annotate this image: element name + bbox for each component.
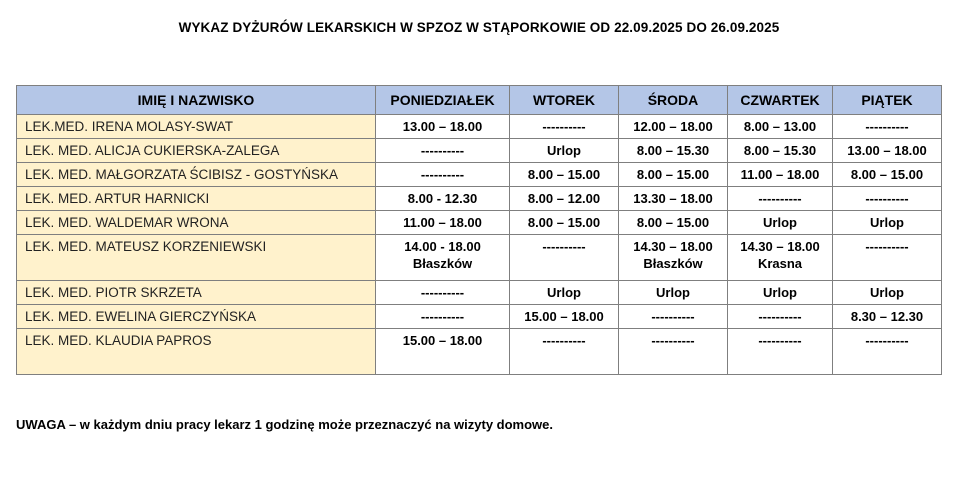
table-row — [17, 281, 942, 305]
cell-thursday: Urlop — [728, 281, 833, 305]
cell-friday: 13.00 – 18.00 — [833, 139, 942, 163]
cell-wednesday: 13.30 – 18.00 — [619, 187, 728, 211]
cell-tuesday: 15.00 – 18.00 — [510, 305, 619, 329]
table-row — [17, 187, 942, 211]
table-row — [17, 163, 942, 187]
column-header-wednesday: ŚRODA — [619, 86, 728, 115]
doctor-name: LEK. MED. PIOTR SKRZETA — [17, 281, 376, 305]
cell-tuesday: 8.00 – 12.00 — [510, 187, 619, 211]
column-header-name: IMIĘ I NAZWISKO — [17, 86, 376, 115]
cell-thursday: Urlop — [728, 211, 833, 235]
cell-monday: ---------- — [376, 163, 510, 187]
doctor-name: LEK. MED. ALICJA CUKIERSKA-ZALEGA — [17, 139, 376, 163]
cell-wednesday: ---------- — [619, 329, 728, 375]
duty-location: Krasna — [757, 256, 803, 271]
table-header-row — [17, 86, 942, 115]
cell-tuesday: ---------- — [510, 115, 619, 139]
cell-thursday: 8.00 – 13.00 — [728, 115, 833, 139]
cell-thursday: ---------- — [728, 187, 833, 211]
cell-monday: ---------- — [376, 139, 510, 163]
doctor-name: LEK. MED. ARTUR HARNICKI — [17, 187, 376, 211]
cell-monday: 15.00 – 18.00 — [376, 329, 510, 375]
cell-friday: ---------- — [833, 235, 942, 281]
cell-tuesday: 8.00 – 15.00 — [510, 163, 619, 187]
table-row — [17, 329, 942, 375]
cell-monday: ---------- — [376, 281, 510, 305]
cell-friday: ---------- — [833, 187, 942, 211]
duty-location: Błaszków — [412, 256, 473, 271]
cell-wednesday: 12.00 – 18.00 — [619, 115, 728, 139]
doctor-name: LEK. MED. MAŁGORZATA ŚCIBISZ - GOSTYŃSKA — [17, 163, 376, 187]
table-row — [17, 115, 942, 139]
cell-tuesday: Urlop — [510, 139, 619, 163]
page-title: WYKAZ DYŻURÓW LEKARSKICH W SPZOZ W STĄPORKOWIE OD 22.09.2025 DO 26.09.2025 — [178, 20, 780, 35]
cell-friday: Urlop — [833, 281, 942, 305]
cell-thursday: ---------- — [728, 305, 833, 329]
cell-tuesday: ---------- — [510, 235, 619, 281]
duty-schedule-table — [16, 85, 942, 375]
cell-wednesday: 8.00 – 15.00 — [619, 163, 728, 187]
cell-tuesday: Urlop — [510, 281, 619, 305]
cell-friday: ---------- — [833, 115, 942, 139]
cell-thursday: ---------- — [728, 329, 833, 375]
cell-wednesday: 8.00 – 15.00 — [619, 211, 728, 235]
cell-wednesday — [619, 235, 728, 281]
cell-tuesday: ---------- — [510, 329, 619, 375]
column-header-thursday: CZWARTEK — [728, 86, 833, 115]
cell-thursday — [728, 235, 833, 281]
table-row — [17, 305, 942, 329]
column-header-friday: PIĄTEK — [833, 86, 942, 115]
duty-hours: 14.00 - 18.00 — [404, 239, 481, 254]
cell-monday: 13.00 – 18.00 — [376, 115, 510, 139]
cell-friday: Urlop — [833, 211, 942, 235]
cell-monday: 8.00 - 12.30 — [376, 187, 510, 211]
doctor-name: LEK. MED. KLAUDIA PAPROS — [17, 329, 376, 375]
column-header-monday: PONIEDZIAŁEK — [376, 86, 510, 115]
doctor-name: LEK. MED. EWELINA GIERCZYŃSKA — [17, 305, 376, 329]
cell-tuesday: 8.00 – 15.00 — [510, 211, 619, 235]
cell-friday: ---------- — [833, 329, 942, 375]
column-header-tuesday: WTOREK — [510, 86, 619, 115]
doctor-name: LEK. MED. WALDEMAR WRONA — [17, 211, 376, 235]
cell-monday — [376, 235, 510, 281]
doctor-name: LEK. MED. MATEUSZ KORZENIEWSKI — [17, 235, 376, 281]
cell-wednesday: 8.00 – 15.30 — [619, 139, 728, 163]
cell-thursday: 8.00 – 15.30 — [728, 139, 833, 163]
cell-monday: 11.00 – 18.00 — [376, 211, 510, 235]
cell-monday: ---------- — [376, 305, 510, 329]
table-row — [17, 211, 942, 235]
table-row — [17, 139, 942, 163]
duty-location: Błaszków — [643, 256, 703, 271]
cell-friday: 8.30 – 12.30 — [833, 305, 942, 329]
cell-wednesday: ---------- — [619, 305, 728, 329]
cell-thursday: 11.00 – 18.00 — [728, 163, 833, 187]
duty-hours: 14.30 – 18.00 — [633, 239, 713, 254]
cell-friday: 8.00 – 15.00 — [833, 163, 942, 187]
cell-wednesday: Urlop — [619, 281, 728, 305]
table-row — [17, 235, 942, 281]
duty-hours: 14.30 – 18.00 — [740, 239, 820, 254]
doctor-name: LEK.MED. IRENA MOLASY-SWAT — [17, 115, 376, 139]
footer-note: UWAGA – w każdym dniu pracy lekarz 1 godzinę może przeznaczyć na wizyty domowe. — [16, 417, 553, 432]
